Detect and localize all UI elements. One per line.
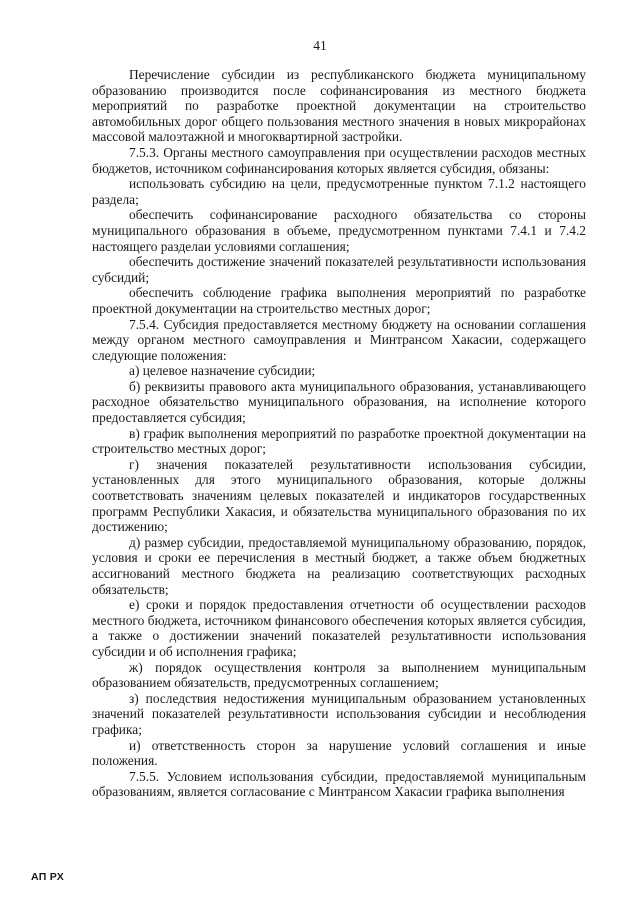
paragraph-ensure-schedule: обеспечить соблюдение графика выполнения мероприятий по разработке проектной документации на строительство местных дорог; [92,285,586,316]
paragraph-ensure-cofinancing: обеспечить софинансирование расходного обязательства со стороны муниципального образования в объеме, предусмотренном пунктами 7.4.1 и 7.4.2 настоящего разделаи условиями соглашения; [92,207,586,254]
footer-stamp: АП РХ [31,871,65,883]
page-number: 41 [313,38,327,53]
paragraph-7-5-5: 7.5.5. Условием использования субсидии, предоставляемой муниципальным образованиям, является согласование с Минтрансом Хакасии графика выполнения [92,768,586,800]
list-item-b: б) реквизиты правового акта муниципального образования, устанавливающего расходное обязательство муниципального образования, на исполнение которого предоставляется субсидия; [92,378,586,426]
list-item-z: з) последствия недостижения муниципальным образованием установленных значений показателей результативности использования субсидии и несоблюдения графика; [92,690,586,737]
paragraph-transfer-of-subsidy: Перечисление субсидии из республиканского бюджета муниципальному образованию производится после софинансирования из местного бюджета мероприятий по разработке проектной документации на строительство автомобильных дорог общего пользования местного значения в новых микрорайонах массовой малоэтажной и многоквартирной застройки. [92,67,586,145]
list-item-d: д) размер субсидии, предоставляемой муниципальному образованию, порядок, условия и сроки ее перечисления в местный бюджет, а также объем бюджетных ассигнований местного бюджета на реализацию соответствующих расходных обязательств; [92,534,586,597]
list-item-i: и) ответственность сторон за нарушение условий соглашения и иные положения. [92,737,586,769]
list-item-a: а) целевое назначение субсидии; [129,363,316,379]
list-item-zh: ж) порядок осуществления контроля за выполнением муниципальным образованием обязательств, предусмотренных соглашением; [92,659,586,691]
paragraph-ensure-indicators: обеспечить достижение значений показателей результативности использования субсидий; [92,254,586,285]
paragraph-7-5-3: 7.5.3. Органы местного самоуправления при осуществлении расходов местных бюджетов, источником софинансирования которых является субсидия, обязаны: [92,144,586,176]
paragraph-7-5-4: 7.5.4. Субсидия предоставляется местному бюджету на основании соглашения между органом местного самоуправления и Минтрансом Хакасии, содержащего следующие положения: [92,316,586,363]
document-body [92,67,586,800]
list-item-g: г) значения показателей результативности использования субсидии, установленных для этого муниципального образования, которые должны соответствовать значениям целевых показателей и индикаторов государственных программ Республики Хакасия, и обязательства муниципального образования по их достижению; [92,456,586,535]
list-item-e: е) сроки и порядок предоставления отчетности об осуществлении расходов местного бюджета, источником финансового обеспечения которых является субсидия, а также о достижении значений показателей результативности использования субсидии и об исполнения графика; [92,597,586,659]
paragraph-use-subsidy: использовать субсидию на цели, предусмотренные пунктом 7.1.2 настоящего раздела; [92,176,586,207]
list-item-v: в) график выполнения мероприятий по разработке проектной документации на строительство местных дорог; [92,425,586,457]
